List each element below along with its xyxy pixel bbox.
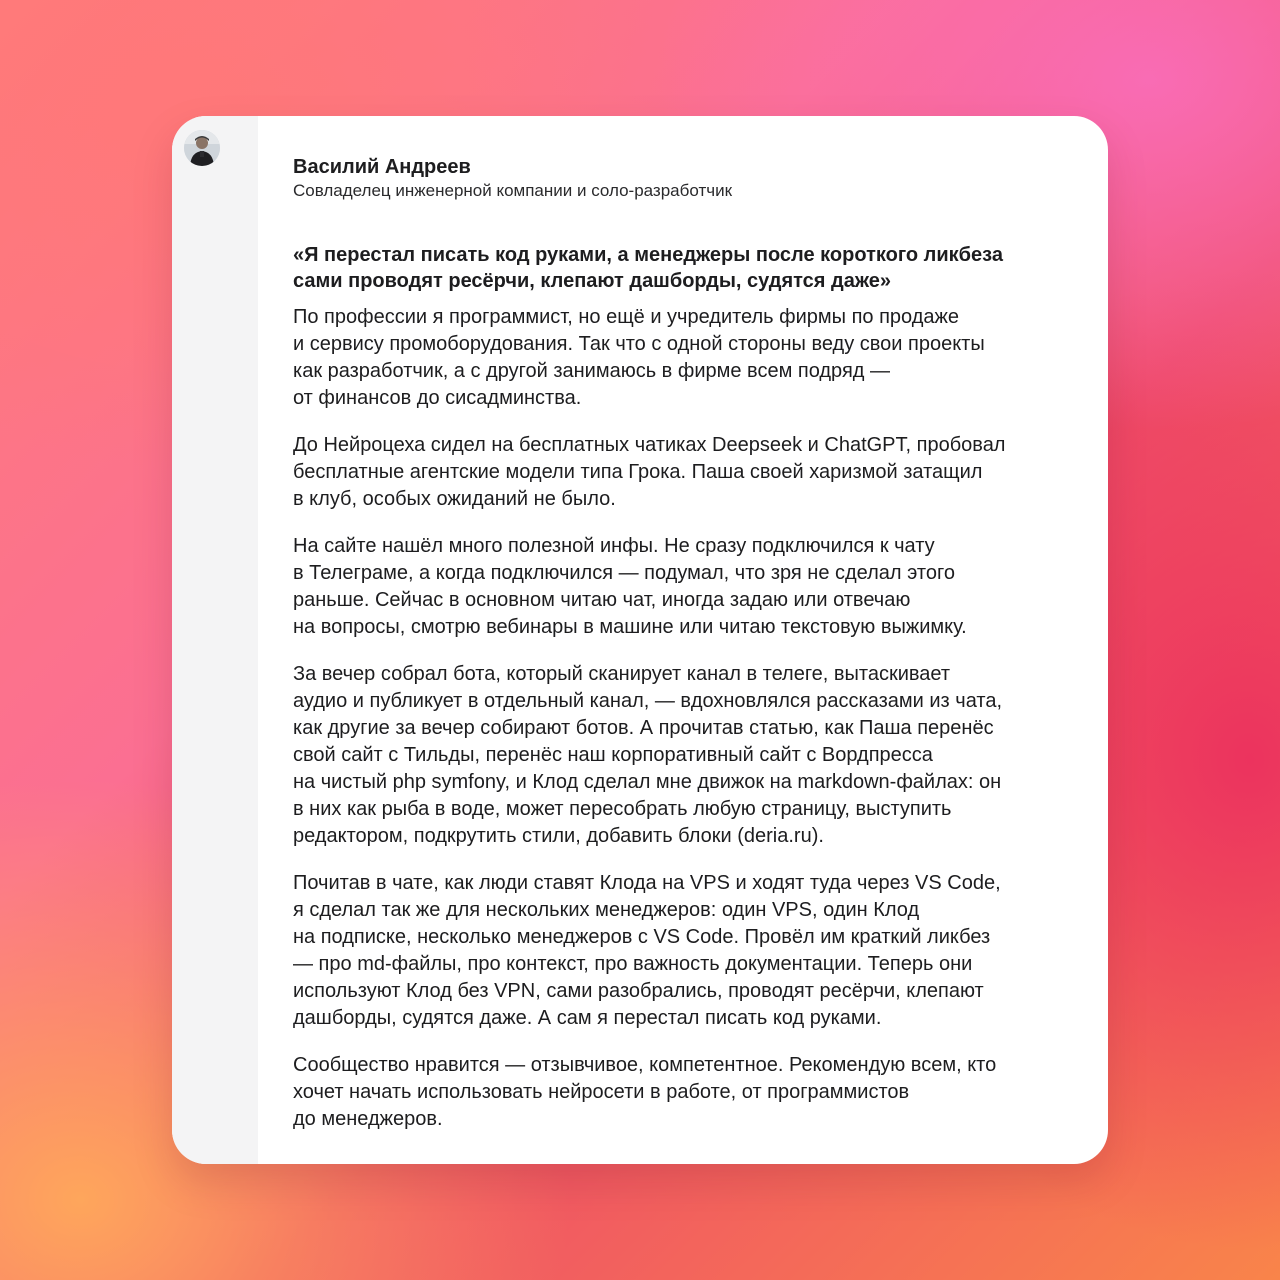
quote-headline: «Я перестал писать код руками, а менеджеры после короткого ликбеза сами проводят ресёрчи, клепают дашборды, судятся даже» [293,244,1003,292]
quote-paragraph: За вечер собрал бота, который сканирует канал в телеге, вытаскивает аудио и публикует в отдельный канал, — вдохновлялся рассказами из чата, как другие за вечер собирают ботов. А прочитав статью, как Паша перенёс свой сайт с Тильды, перенёс наш корпоративный сайт с Вордпресса на чистый php symfony, и Клод сделал мне движок на markdown-файлах: он в них как рыба в воде, может пересобрать любую страницу, выступить редактором, подкрутить стили, добавить блоки (deria.ru). [293,663,1002,847]
testimonial-content [293,154,1063,1153]
quote-paragraph: Сообщество нравится — отзывчивое, компетентное. Рекомендую всем, кто хочет начать использовать нейросети в работе, от программистов до менеджеров. [293,1054,997,1130]
author-name: Василий Андреев [293,156,471,178]
quote-paragraph: По профессии я программист, но ещё и учредитель фирмы по продаже и сервису промоборудования. Так что с одной стороны веду свои проекты как разработчик, а с другой занимаюсь в фирме всем подряд — от финансов до сисадминства. [293,306,985,409]
user-photo-icon [184,130,220,166]
quote-paragraph: До Нейроцеха сидел на бесплатных чатиках Deepseek и ChatGPT, пробовал бесплатные агентские модели типа Грока. Паша своей харизмой затащил в клуб, особых ожиданий не было. [293,434,1006,510]
avatar [184,130,220,166]
author-role: Совладелец инженерной компании и соло-разработчик [293,181,733,200]
quote-paragraph: На сайте нашёл много полезной инфы. Не сразу подключился к чату в Телеграме, а когда подключился — подумал, что зря не сделал этого раньше. Сейчас в основном читаю чат, иногда задаю или отвечаю на вопросы, смотрю вебинары в машине или читаю текстовую выжимку. [293,535,967,638]
testimonial-card [172,116,1108,1164]
card-gutter [172,116,258,1164]
quote-paragraph: Почитав в чате, как люди ставят Клода на VPS и ходят туда через VS Code, я сделал так же для нескольких менеджеров: один VPS, один Клод на подписке, несколько менеджеров с VS Code. Провёл им краткий ликбез — про md-файлы, про контекст, про важность документации. Теперь они используют Клод без VPN, сами разобрались, проводят ресёрчи, клепают дашборды, судятся даже. А сам я перестал писать код руками. [293,872,1001,1029]
